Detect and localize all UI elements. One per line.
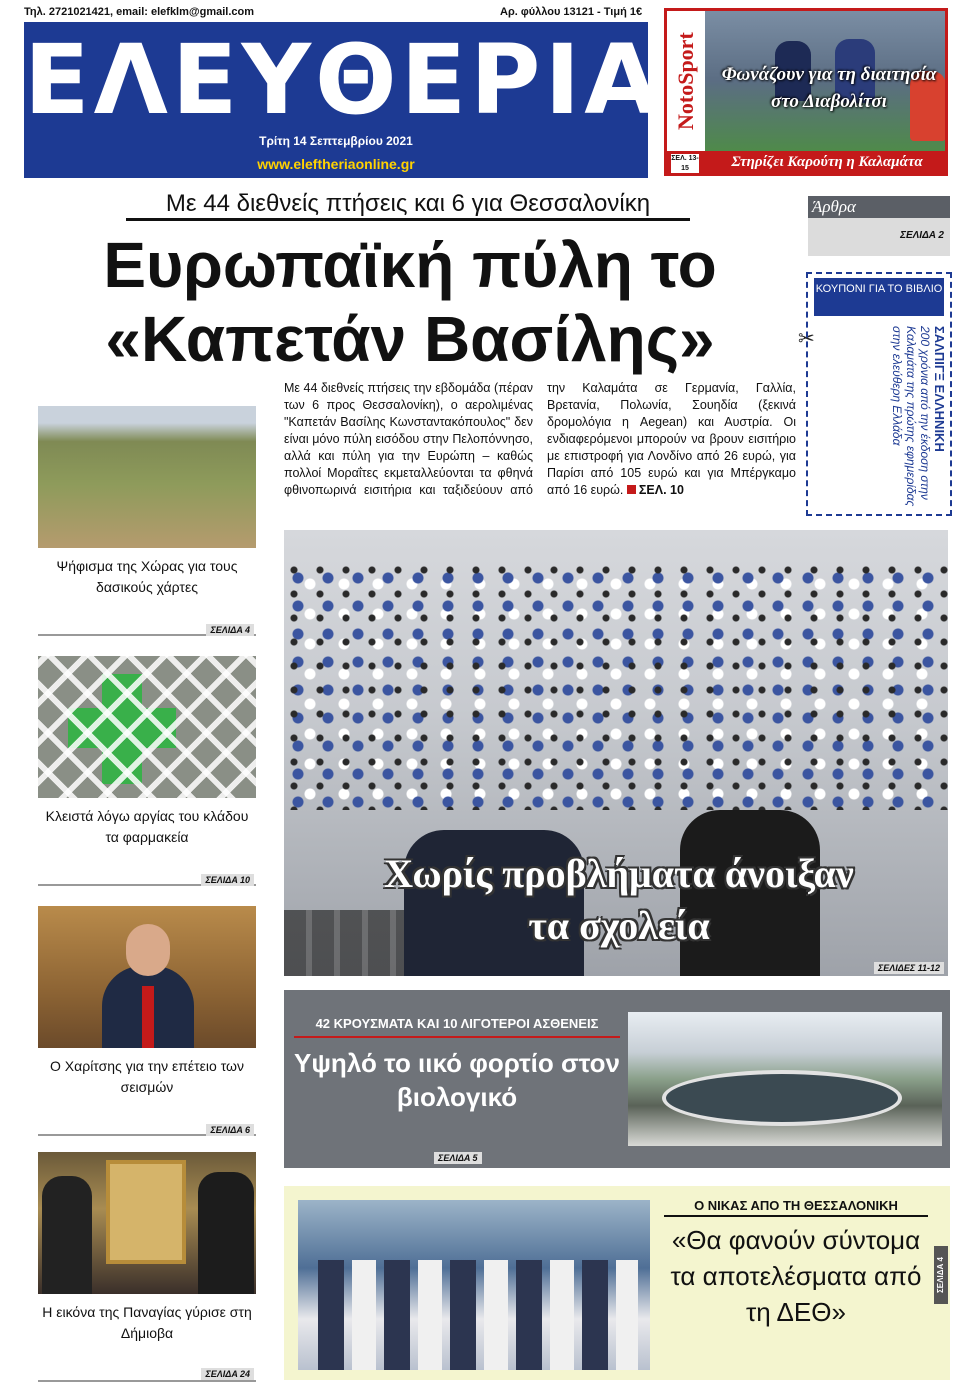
sidebar-caption: Κλειστά λόγω αργίας του κλάδου τα φαρμακεία [45,808,249,845]
coupon-title: ΣΑΛΠΙΓΞ ΕΛΛΗΝΙΚΗ [932,326,947,452]
nikas-page: ΣΕΛΙΔΑ 4 [934,1246,948,1304]
covid-headline: Υψηλό το ιικό φορτίο στον βιολογικό [294,1048,621,1112]
sidebar-page: ΣΕΛΙΔΑ 10 [201,874,254,886]
sidebar-story[interactable] [38,406,258,638]
sidebar-caption: Ο Χαρίτσης για την επέτειο των σεισμών [50,1058,244,1095]
book-coupon[interactable] [806,272,952,516]
school-opening-photo[interactable] [284,530,948,976]
photo-page: ΣΕΛΙΔΕΣ 11-12 [874,962,944,974]
priest-figure [198,1172,254,1294]
coupon-label: ΚΟΥΠΟΝΙ ΓΙΑ ΤΟ ΒΙΒΛΙΟ [814,278,944,316]
sidebar-story[interactable] [38,1152,258,1384]
lead-body [284,380,796,499]
masthead [24,22,663,178]
red-rule [294,1036,620,1038]
sidebar-page: ΣΕΛΙΔΑ 6 [206,1124,254,1136]
coupon-description: 200 χρόνια από την έκδοση στην Καλαμάτα της πρώτης εφημερίδας στην ελεύθερη Ελλάδα [890,326,932,507]
religious-icon-image [106,1160,186,1264]
photo-headline: Χωρίς προβλήματα άνοιξαν τα σχολεία [384,851,854,948]
sidebar-page: ΣΕΛΙΔΑ 24 [201,1368,254,1380]
tie [142,986,154,1048]
sidebar-caption: Η εικόνα της Παναγίας γύρισε στη Δήμιοβα [42,1304,252,1341]
articles-page: ΣΕΛΙΔΑ 2 [900,230,944,241]
website-link[interactable]: www.eleftheriaonline.gr [257,156,415,172]
group-photo [298,1200,650,1370]
issue-info: Αρ. φύλλου 13121 - Τιμή 1€ [500,6,643,18]
sidebar-story[interactable] [38,906,258,1138]
sidebar-page: ΣΕΛΙΔΑ 4 [206,624,254,636]
student-crowd [284,560,948,810]
treatment-tank [662,1070,902,1126]
politician-photo [38,906,256,1048]
forest-photo [38,406,256,548]
sidebar-story[interactable] [38,656,258,888]
security-grille [38,656,256,798]
covid-page: ΣΕΛΙΔΑ 5 [434,1152,482,1164]
person-face [126,924,170,976]
sport-bar-text: Στηρίζει Καρούτη η Καλαμάτα [731,154,923,170]
sport-page: ΣΕΛ. 13-15 [671,155,699,172]
lead-kicker: Με 44 διεθνείς πτήσεις και 6 για Θεσσαλονίκη [126,190,690,221]
articles-box[interactable] [808,196,950,256]
coupon-text-block [826,326,946,514]
nikas-quote: «Θα φανούν σύντομα τα αποτελέσματα από τη ΔΕΘ» [670,1225,922,1327]
sport-brand: NotoSport [667,11,705,151]
pharmacy-photo [38,656,256,798]
lead-page: ΣΕΛ. 10 [638,483,684,497]
lead-headline[interactable]: Ευρωπαϊκή πύλη το «Καπετάν Βασίλης» [103,229,717,375]
person-figure [42,1176,92,1294]
newspaper-logo: ΕΛΕΥΘΕΡΙΑ [24,24,663,136]
scissors-icon: ✂ [798,328,815,350]
covid-kicker: 42 ΚΡΟΥΣΜΑΤΑ ΚΑΙ 10 ΛΙΓΟΤΕΡΟΙ ΑΣΘΕΝΕΙΣ [315,1016,599,1031]
lead-body-text: Με 44 διεθνείς πτήσεις την εβδομάδα (πέραν των 6 προς Θεσσαλονίκη), ο αερολιμένας "Καπετάν Βασίλης Κωνσταντακόπουλος" δεν είναι μόνο πύλη εισόδου στην Πελοπόννησο, αλλά και πύλη για την Ευρώπη – καθώς πολλοί Μοραΐτες εκμεταλλεύονται τα φθηνά φθινοπωρινά εισιτήρια και ταξιδεύουν από την Καλαμάτα σε Γερμανία, Γαλλία, Βρετανία, Πολωνία, Σουηδία (ξεκινά δρομολόγια η Aegean) και Αυστρία. Οι ενδιαφερόμενοι μπορούν να βρουν εισιτήριο με επιστροφή για Λονδίνο από 26 ευρώ, για Παρίσι από 105 ευρώ και για Μπέργκαμο από 16 ευρώ. [284,381,796,497]
people-group [318,1260,638,1370]
issue-date: Τρίτη 14 Σεπτεμβρίου 2021 [259,134,413,148]
nikas-story[interactable] [284,1186,950,1380]
contact-info: Τηλ. 2721021421, email: elefklm@gmail.com [24,6,255,18]
icon-procession-photo [38,1152,256,1294]
sport-teaser[interactable] [664,8,948,176]
covid-story[interactable] [284,990,950,1168]
nikas-kicker: Ο ΝΙΚΑΣ ΑΠΟ ΤΗ ΘΕΣΣΑΛΟΝΙΚΗ [664,1198,928,1217]
divider [38,1380,256,1382]
articles-title: Άρθρα [808,196,950,218]
sidebar-caption: Ψήφισμα της Χώρας για τους δασικούς χάρτες [56,558,238,595]
red-square-icon [627,485,636,494]
sport-headline: Φωνάζουν για τη διαιτησία στο Διαβολίτσι [721,64,937,112]
